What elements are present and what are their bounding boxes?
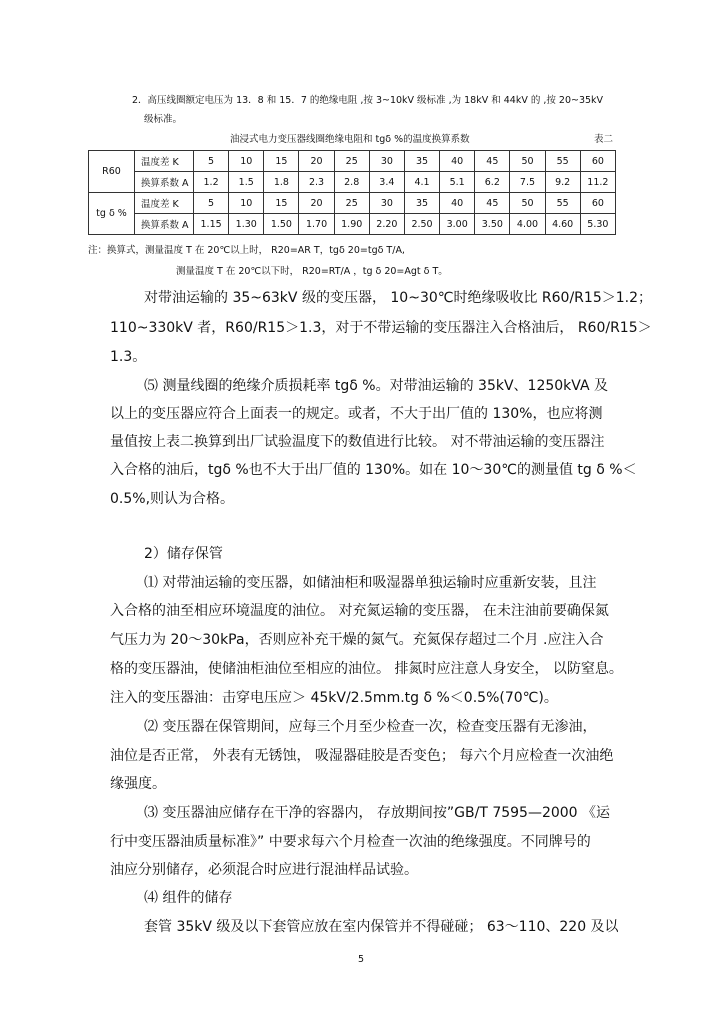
group-label: tg δ % xyxy=(89,193,135,235)
table-cell: 1.8 xyxy=(264,172,299,193)
table-cell: 55 xyxy=(545,193,580,214)
table-cell: 3.50 xyxy=(475,214,510,235)
table-label: 表二 xyxy=(594,134,614,145)
table-cell: 5.1 xyxy=(440,172,475,193)
table-cell: 4.1 xyxy=(404,172,439,193)
table-cell: 15 xyxy=(264,151,299,172)
table-cell: 5 xyxy=(194,193,229,214)
table-cell: 20 xyxy=(299,151,334,172)
table-cell: 2.50 xyxy=(404,214,439,235)
table-cell: 3.00 xyxy=(440,214,475,235)
table-cell: 30 xyxy=(369,151,404,172)
table-cell: 5 xyxy=(194,151,229,172)
table-cell: 2.20 xyxy=(369,214,404,235)
paragraph-line: 套管 35kV 级及以下套管应放在室内保管并不得碰碰； 63～110、220 及以 xyxy=(144,919,619,935)
table-cell: 25 xyxy=(334,193,369,214)
paragraph-line: 对带油运输的 35~63kV 级的变压器， 10~30℃时绝缘吸收比 R60/R15＞1.2； xyxy=(144,290,652,306)
paragraph-line: ⑷ 组件的储存 xyxy=(144,890,233,906)
table-cell: 4.00 xyxy=(510,214,545,235)
table-cell: 2.3 xyxy=(299,172,334,193)
row-label: 换算系数 A xyxy=(135,214,194,235)
table-cell: 45 xyxy=(475,193,510,214)
table-cell: 6.2 xyxy=(475,172,510,193)
paragraph-line: 110~330kV 者，R60/R15＞1.3，对于不带运输的变压器注入合格油后， R60/R15＞ xyxy=(110,320,652,336)
table-cell: 1.70 xyxy=(299,214,334,235)
table-cell: 35 xyxy=(404,151,439,172)
paragraph-line: 1.3。 xyxy=(110,349,147,365)
table-cell: 60 xyxy=(580,193,615,214)
conversion-table xyxy=(88,150,616,235)
table-cell: 35 xyxy=(404,193,439,214)
table-cell: 1.30 xyxy=(229,214,264,235)
paragraph-line: 油应分别储存，必须混合时应进行混油样品试验。 xyxy=(110,862,418,878)
paragraph-line: ⑶ 变压器油应储存在干净的容器内， 存放期间按”GB/T 7595—2000 《运 xyxy=(144,805,611,821)
table-cell: 40 xyxy=(440,151,475,172)
table-row xyxy=(89,193,616,214)
note-2-line-2: 级标准。 xyxy=(144,114,183,125)
table-cell: 50 xyxy=(510,151,545,172)
table-cell: 3.4 xyxy=(369,172,404,193)
paragraph-line: 气压力为 20～30kPa，否则应补充干燥的氮气。充氮保存超过二个月 .应注入合 xyxy=(110,632,604,648)
table-cell: 1.5 xyxy=(229,172,264,193)
table-row xyxy=(89,214,616,235)
paragraph-line: 行中变压器油质量标准》” 中要求每六个月检查一次油的绝缘强度。不同牌号的 xyxy=(110,834,591,850)
paragraph-line: 油位是否正常， 外表有无锈蚀， 吸湿器硅胶是否变色； 每六个月应检查一次油绝 xyxy=(110,748,614,764)
table-cell: 1.50 xyxy=(264,214,299,235)
table-cell: 45 xyxy=(475,151,510,172)
paragraph-line: ⑴ 对带油运输的变压器，如储油柜和吸湿器单独运输时应重新安装，且注 xyxy=(144,575,597,591)
table-cell: 1.15 xyxy=(194,214,229,235)
table-cell: 7.5 xyxy=(510,172,545,193)
page-number: 5 xyxy=(358,954,365,965)
paragraph-line: 0.5%,则认为合格。 xyxy=(110,491,235,507)
table-cell: 55 xyxy=(545,151,580,172)
table-cell: 5.30 xyxy=(580,214,615,235)
paragraph-line: 量值按上表二换算到出厂试验温度下的数值进行比较。 对不带油运输的变压器注 xyxy=(110,434,605,450)
section-heading: 2）储存保管 xyxy=(144,546,223,562)
table-cell: 50 xyxy=(510,193,545,214)
paragraph-line: 注入的变压器油：击穿电压应＞ 45kV/2.5mm.tg δ %＜0.5%(70℃)。 xyxy=(110,690,558,706)
table-cell: 60 xyxy=(580,151,615,172)
table-cell: 10 xyxy=(229,151,264,172)
paragraph-line: ⑵ 变压器在保管期间，应每三个月至少检查一次，检查变压器有无渗油， xyxy=(144,719,597,735)
table-cell: 25 xyxy=(334,151,369,172)
row-label: 温度差 K xyxy=(135,151,194,172)
note-2-line-1: 2．高压线圈额定电压为 13．8 和 15．7 的绝缘电阻 ,按 3~10kV 级标准 ,为 18kV 和 44kV 的 ,按 20~35kV xyxy=(132,95,604,106)
table-cell: 10 xyxy=(229,193,264,214)
paragraph-line: ⑸ 测量线圈的绝缘介质损耗率 tgδ %。对带油运输的 35kV、1250kVA 及 xyxy=(144,378,608,394)
table-cell: 4.60 xyxy=(545,214,580,235)
paragraph-line: 缘强度。 xyxy=(110,776,166,792)
table-caption: 油浸式电力变压器线圈绝缘电阻和 tgδ %的温度换算系数 xyxy=(230,134,470,145)
table-note-line-1: 注：换算式，测量温度 T 在 20℃以上时， R20=AR T，tgδ 20=tgδ T/A, xyxy=(88,245,405,256)
row-label: 换算系数 A xyxy=(135,172,194,193)
table-row xyxy=(89,151,616,172)
table-cell: 40 xyxy=(440,193,475,214)
table-cell: 2.8 xyxy=(334,172,369,193)
paragraph-line: 以上的变压器应符合上面表一的规定。或者，不大于出厂值的 130%，也应将测 xyxy=(110,406,603,422)
paragraph-line: 格的变压器油，使储油柜油位至相应的油位。 排氮时应注意人身安全， 以防窒息。 xyxy=(110,661,623,677)
table-cell: 30 xyxy=(369,193,404,214)
table-cell: 20 xyxy=(299,193,334,214)
group-label: R60 xyxy=(89,151,135,193)
paragraph-line: 入合格的油后，tgδ %也不大于出厂值的 130%。如在 10～30℃的测量值 tg δ %＜ xyxy=(110,462,637,478)
paragraph-line: 入合格的油至相应环境温度的油位。 对充氮运输的变压器， 在未注油前要确保氮 xyxy=(110,603,609,619)
table-note-line-2: 测量温度 T 在 20℃以下时， R20=RT/A ，tg δ 20=Agt δ T。 xyxy=(176,266,448,277)
table-cell: 1.90 xyxy=(334,214,369,235)
row-label: 温度差 K xyxy=(135,193,194,214)
table-cell: 1.2 xyxy=(194,172,229,193)
table-cell: 9.2 xyxy=(545,172,580,193)
table-row xyxy=(89,172,616,193)
table-cell: 15 xyxy=(264,193,299,214)
table-cell: 11.2 xyxy=(580,172,615,193)
